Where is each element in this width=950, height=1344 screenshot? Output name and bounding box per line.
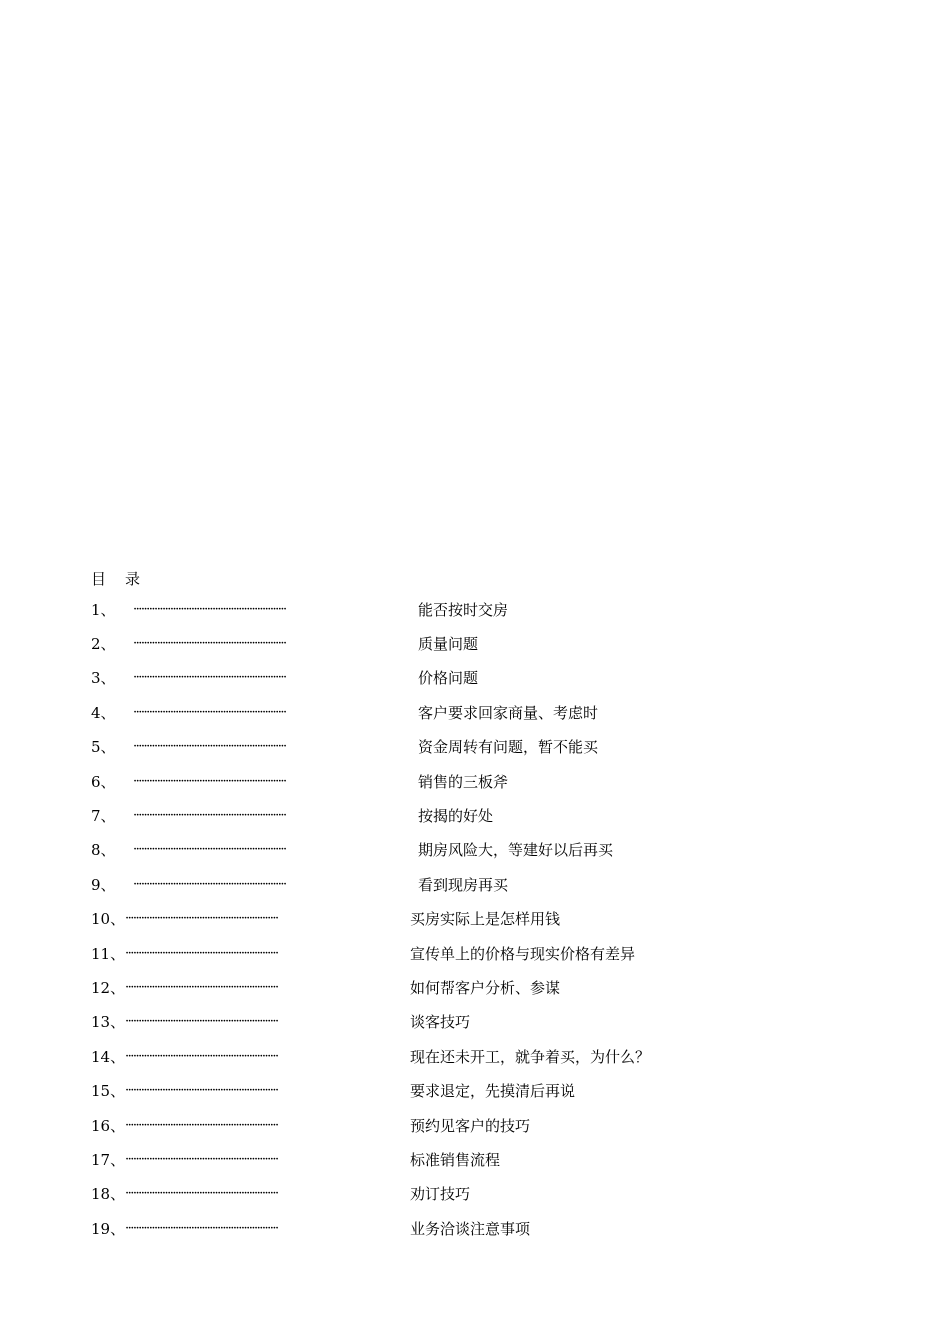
toc-item: [91, 764, 871, 798]
toc-leader-dots: ··························································: [125, 1117, 278, 1133]
toc-leader-dots: ··························································: [125, 979, 278, 995]
toc-leader-dots: ··························································: [125, 1083, 278, 1099]
toc-title-char-2: 录: [125, 570, 142, 588]
toc-title: [91, 566, 871, 592]
toc-leader-dots: ··························································: [133, 808, 286, 824]
toc-item: [91, 730, 871, 764]
toc-item-number: 4、: [91, 703, 116, 722]
toc-item: [91, 1108, 871, 1142]
toc-list: [91, 592, 871, 1245]
toc-item-number: 3、: [91, 669, 116, 688]
toc-item-number: 10、: [91, 910, 126, 929]
toc-item-title: 业务洽谈注意事项: [410, 1219, 531, 1238]
toc-item-number: 9、: [91, 875, 116, 894]
toc-item-title: 价格问题: [418, 669, 479, 688]
toc-item-number: 1、: [91, 600, 116, 619]
toc-leader-dots: ··························································: [133, 773, 286, 789]
toc-item-title: 看到现房再买: [418, 875, 509, 894]
toc-leader-dots: ··························································: [133, 842, 286, 858]
toc-item: [91, 867, 871, 901]
toc-leader-dots: ··························································: [133, 704, 286, 720]
toc-item-number: 18、: [91, 1185, 126, 1204]
toc-item-number: 2、: [91, 635, 116, 654]
toc-item-number: 8、: [91, 841, 116, 860]
toc-leader-dots: ··························································: [125, 1220, 278, 1236]
toc-leader-dots: ··························································: [125, 911, 278, 927]
toc-item-title: 能否按时交房: [418, 600, 509, 619]
toc-item-title: 销售的三板斧: [418, 772, 509, 791]
toc-item: [91, 1073, 871, 1107]
toc-leader-dots: ··························································: [125, 945, 278, 961]
toc-leader-dots: ··························································: [133, 601, 286, 617]
toc-item-title: 劝订技巧: [410, 1185, 471, 1204]
toc-leader-dots: ··························································: [133, 636, 286, 652]
toc-item: [91, 833, 871, 867]
toc-item: [91, 1039, 871, 1073]
toc-item: [91, 626, 871, 660]
toc-item-title: 质量问题: [418, 635, 479, 654]
table-of-contents: [91, 566, 871, 1245]
toc-item-number: 19、: [91, 1219, 126, 1238]
toc-leader-dots: ··························································: [133, 876, 286, 892]
toc-item: [91, 592, 871, 626]
toc-item-title: 如何帮客户分析、参谋: [410, 978, 561, 997]
toc-leader-dots: ··························································: [125, 1186, 278, 1202]
toc-item-title: 客户要求回家商量、考虑时: [418, 703, 599, 722]
toc-item-title: 现在还未开工，就争着买，为什么？: [410, 1047, 651, 1066]
toc-item-number: 13、: [91, 1013, 126, 1032]
toc-leader-dots: ··························································: [125, 1014, 278, 1030]
toc-leader-dots: ··························································: [125, 1048, 278, 1064]
toc-title-char-1: 目: [91, 570, 108, 588]
toc-item-number: 11、: [91, 944, 126, 963]
toc-item-title: 宣传单上的价格与现实价格有差异: [410, 944, 636, 963]
toc-item-title: 要求退定，先摸清后再说: [410, 1082, 576, 1101]
toc-leader-dots: ··························································: [133, 670, 286, 686]
toc-item-title: 标准销售流程: [410, 1150, 501, 1169]
toc-item-number: 5、: [91, 738, 116, 757]
toc-item-number: 15、: [91, 1082, 126, 1101]
toc-leader-dots: ··························································: [133, 739, 286, 755]
toc-item: [91, 936, 871, 970]
toc-item-number: 6、: [91, 772, 116, 791]
toc-item-number: 7、: [91, 807, 116, 826]
toc-item: [91, 1211, 871, 1245]
toc-item-title: 预约见客户的技巧: [410, 1116, 531, 1135]
toc-leader-dots: ··························································: [125, 1151, 278, 1167]
toc-item: [91, 661, 871, 695]
toc-item-number: 12、: [91, 978, 126, 997]
toc-item-number: 14、: [91, 1047, 126, 1066]
toc-item: [91, 1005, 871, 1039]
toc-item: [91, 1177, 871, 1211]
toc-item: [91, 798, 871, 832]
toc-item-title: 谈客技巧: [410, 1013, 471, 1032]
toc-item: [91, 695, 871, 729]
toc-item: [91, 902, 871, 936]
toc-item-title: 资金周转有问题，暂不能买: [418, 738, 599, 757]
toc-item-title: 按揭的好处: [418, 807, 494, 826]
toc-item: [91, 970, 871, 1004]
toc-item-number: 16、: [91, 1116, 126, 1135]
toc-item-number: 17、: [91, 1150, 126, 1169]
toc-item-title: 买房实际上是怎样用钱: [410, 910, 561, 929]
toc-item: [91, 1142, 871, 1176]
toc-item-title: 期房风险大，等建好以后再买: [418, 841, 614, 860]
